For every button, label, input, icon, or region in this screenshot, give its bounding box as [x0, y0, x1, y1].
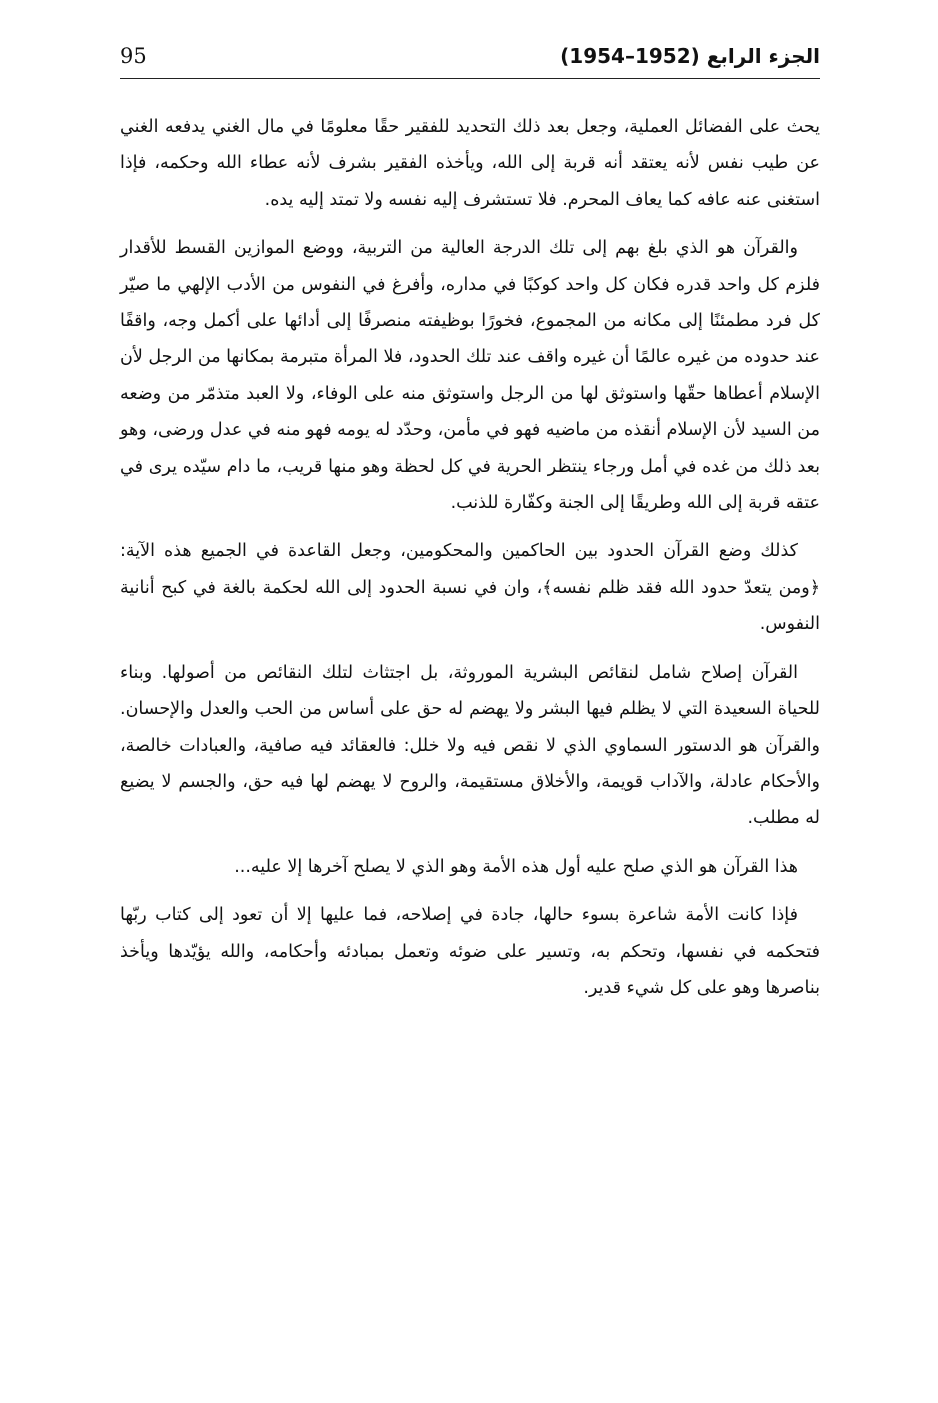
document-page: [120, 38, 820, 1018]
paragraph-6: فإذا كانت الأمة شاعرة بسوء حالها، جادة في إصلاحه، فما عليها إلا أن تعود إلى كتاب ربّها فتحكمه في نفسها، وتحكم به، وتسير على ضوئه وتعمل بمبادئه وأحكامه، والله يؤيّدها ويأخذ بناصرها وهو على كل شيء قدير.: [120, 905, 820, 998]
paragraph-3: كذلك وضع القرآن الحدود بين الحاكمين والمحكومين، وجعل القاعدة في الجميع هذه الآية: ﴿ومن يتعدّ حدود الله فقد ظلم نفسه﴾، وان في نسبة الحدود إلى الله لحكمة بالغة في كبح أنانية النفوس.: [120, 541, 820, 635]
paragraph-4: القرآن إصلاح شامل لنقائص البشرية الموروثة، بل اجتثاث لتلك النقائص من أصولها. وبناء للحياة السعيدة التي لا يظلم فيها البشر ولا يهضم له حق على أساس من الحب والعدل والإحسان. والقرآن هو الدستور السماوي الذي لا نقص فيه ولا خلل: فالعقائد فيه صافية، والعبادات خالصة، والأحكام عادلة، والآداب قويمة، والأخلاق مستقيمة، والروح لا يهضم لها فيه حق، والجسم لا يضيع له مطلب.: [120, 662, 820, 829]
body-text: [120, 109, 820, 1006]
paragraph-5: هذا القرآن هو الذي صلح عليه أول هذه الأمة وهو الذي لا يصلح آخرها إلا عليه...: [234, 856, 798, 877]
paragraph-1: يحث على الفضائل العملية، وجعل بعد ذلك التحديد للفقير حقًا معلومًا في مال الغني يدفعه الغني عن طيب نفس لأنه يعتقد أنه قربة إلى الله، ويأخذه الفقير بشرف لأنه عطاء الله وحكمه، فإذا استغنى عنه عافه كما يعاف المحرم. فلا تستشرف إليه نفسه ولا تمتد إليه يده.: [120, 117, 820, 210]
paragraph-2: والقرآن هو الذي بلغ بهم إلى تلك الدرجة العالية من التربية، ووضع الموازين القسط للأقدار فلزم كل واحد قدره فكان كل واحد كوكبًا في مداره، وأفرغ في النفوس من الأدب الإلهي ما صيّر كل فرد مطمئنًا إلى مكانه من المجموع، فخورًا بوظيفته منصرفًا إلى أدائها على أكمل وجه، واقفًا عند حدوده من غيره عالمًا أن غيره واقف عند تلك الحدود، فلا المرأة متبرمة بمكانها من الرجل لأن الإسلام أعطاها حقّها واستوثق لها من الرجل واستوثق منه على الوفاء، ولا العبد متذمّر من وضعه من السيد لأن الإسلام أنقذه من ماضيه فهو في مأمن، وحدّد له يومه فهو منه في عدل ورضى، وهو بعد ذلك من غده في أمل ورجاء ينتظر الحرية في كل لحظة وهو منها قريب، ما دام سيّده يرى في عتقه قربة إلى الله وطريقًا إلى الجنة وكفّارة للذنب.: [120, 238, 820, 514]
running-header: [120, 38, 820, 79]
page-number: 95: [120, 44, 147, 68]
running-title: الجزء الرابع (1952–1954): [560, 44, 820, 68]
